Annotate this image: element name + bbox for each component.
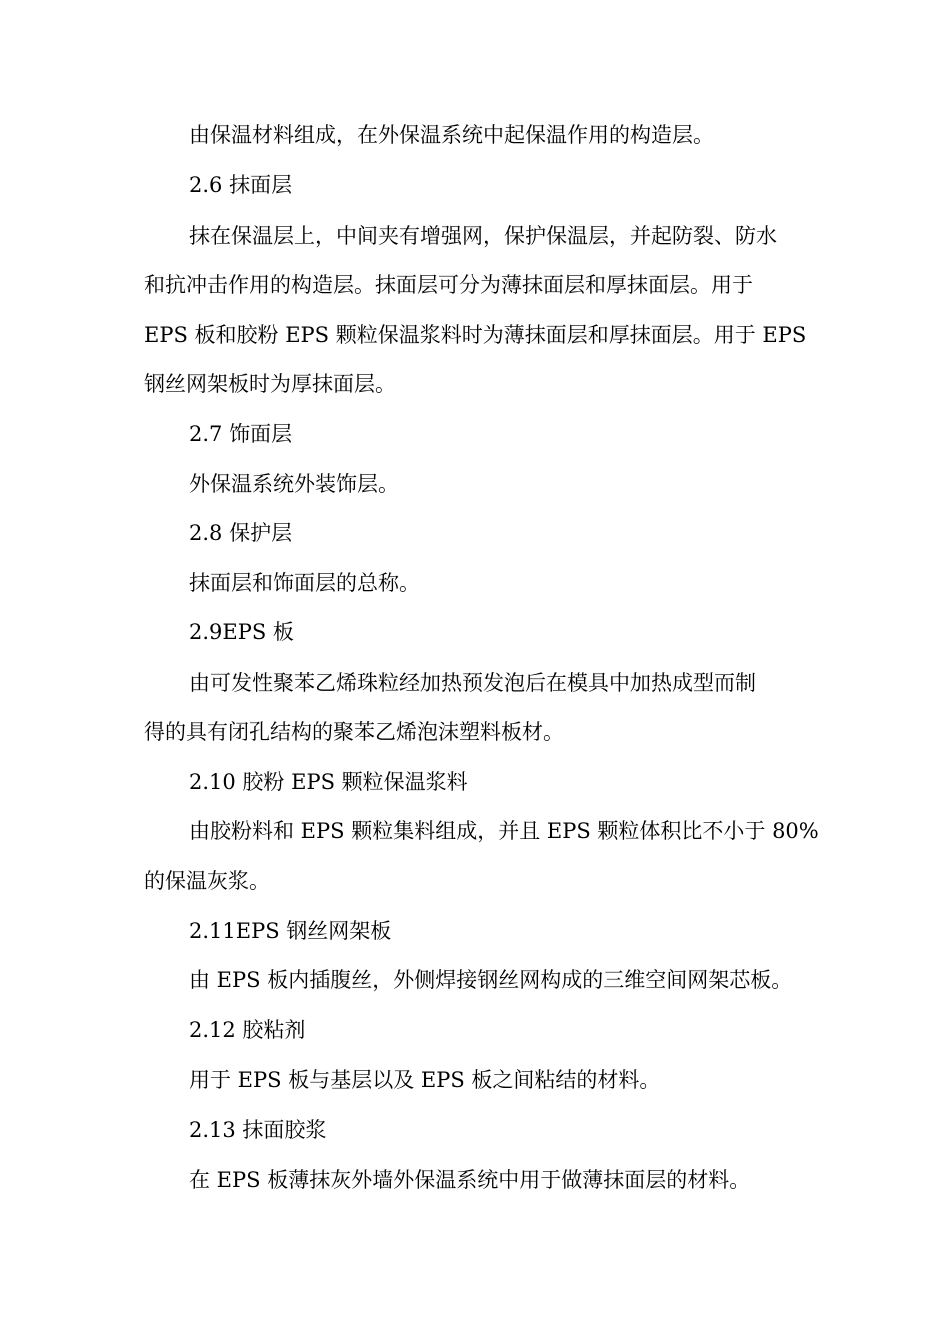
paragraph-finish-layer: 外保温系统外装饰层。 bbox=[189, 472, 399, 496]
paragraph-render-layer-line-2: 和抗冲击作用的构造层。抹面层可分为薄抹面层和厚抹面层。用于 bbox=[144, 273, 753, 297]
paragraph-render-layer-line-4: 钢丝网架板时为厚抹面层。 bbox=[144, 372, 396, 396]
heading-2-11: 2.11EPS 钢丝网架板 bbox=[189, 919, 392, 943]
paragraph-render-layer-line-1: 抹在保温层上，中间夹有增强网，保护保温层，并起防裂、防水 bbox=[189, 224, 777, 248]
heading-2-10: 2.10 胶粉 EPS 颗粒保温浆料 bbox=[189, 770, 468, 794]
paragraph-base-coat-mortar: 在 EPS 板薄抹灰外墙外保温系统中用于做薄抹面层的材料。 bbox=[189, 1168, 751, 1192]
heading-2-7: 2.7 饰面层 bbox=[189, 422, 293, 446]
paragraph-insulation-layer-definition: 由保温材料组成，在外保温系统中起保温作用的构造层。 bbox=[189, 123, 714, 147]
paragraph-eps-mortar-line-1: 由胶粉料和 EPS 颗粒集料组成，并且 EPS 颗粒体积比不小于 80% bbox=[189, 819, 819, 843]
heading-2-6: 2.6 抹面层 bbox=[189, 173, 293, 197]
heading-2-12: 2.12 胶粘剂 bbox=[189, 1018, 306, 1042]
paragraph-protective-layer: 抹面层和饰面层的总称。 bbox=[189, 571, 420, 595]
paragraph-eps-board-line-2: 得的具有闭孔结构的聚苯乙烯泡沫塑料板材。 bbox=[144, 720, 564, 744]
paragraph-eps-mortar-line-2: 的保温灰浆。 bbox=[144, 869, 270, 893]
heading-2-13: 2.13 抹面胶浆 bbox=[189, 1118, 327, 1142]
paragraph-eps-steel-mesh-board: 由 EPS 板内插腹丝，外侧焊接钢丝网构成的三维空间网架芯板。 bbox=[189, 968, 793, 992]
paragraph-render-layer-line-3: EPS 板和胶粉 EPS 颗粒保温浆料时为薄抹面层和厚抹面层。用于 EPS bbox=[144, 323, 807, 347]
heading-2-9: 2.9EPS 板 bbox=[189, 620, 294, 644]
paragraph-eps-board-line-1: 由可发性聚苯乙烯珠粒经加热预发泡后在模具中加热成型而制 bbox=[189, 671, 756, 695]
heading-2-8: 2.8 保护层 bbox=[189, 521, 293, 545]
paragraph-adhesive: 用于 EPS 板与基层以及 EPS 板之间粘结的材料。 bbox=[189, 1068, 661, 1092]
